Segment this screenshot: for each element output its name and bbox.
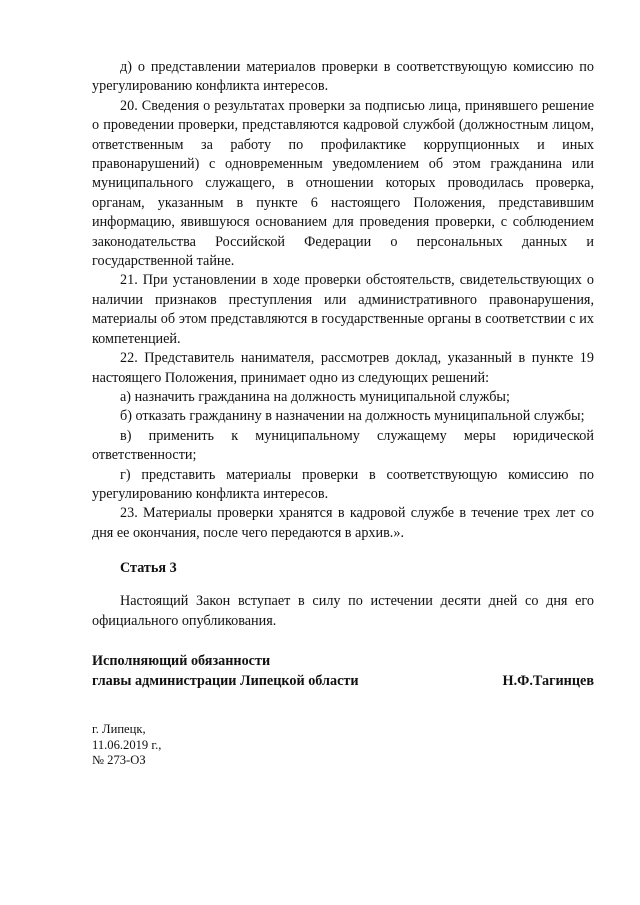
document-footer	[92, 722, 161, 769]
signatory-title-line-1: Исполняющий обязанности	[92, 653, 271, 669]
signatory-title-line-2: главы администрации Липецкой области	[92, 672, 359, 689]
article-3-heading: Статья 3	[120, 560, 177, 577]
law-text-body	[92, 58, 594, 631]
paragraph-22-item-a: а) назначить гражданина на должность муниципальной службы;	[120, 388, 510, 405]
signature-block	[92, 652, 594, 691]
paragraph-23: 23. Материалы проверки хранятся в кадровой службе в течение трех лет со дня ее окончания, после чего передаются в архив.».	[92, 505, 594, 541]
paragraph-item-d: д) о представлении материалов проверки в соответствующую комиссию по урегулированию конфликта интересов.	[92, 59, 594, 95]
paragraph-22-item-v: в) применить к муниципальному служащему меры юридической ответственности;	[92, 427, 594, 464]
article-3-text: Настоящий Закон вступает в силу по истечении десяти дней со дня его официального опубликования.	[92, 593, 594, 629]
paragraph-21: 21. При установлении в ходе проверки обстоятельств, свидетельствующих о наличии признаков преступления или административного правонарушения, материалы об этом представляются в государственные органы в соответствии с их компетенцией.	[92, 272, 594, 347]
footer-law-number: № 273-ОЗ	[92, 753, 146, 767]
paragraph-22-item-b: б) отказать гражданину в назначении на должность муниципальной службы;	[120, 408, 585, 425]
footer-city: г. Липецк,	[92, 722, 146, 736]
footer-date: 11.06.2019 г.,	[92, 737, 162, 752]
paragraph-20: 20. Сведения о результатах проверки за подписью лица, принявшего решение о проведении проверки, представляются кадровой службой (должностным лицом, ответственным за работу по профилактике коррупционных и иных правонарушений) с одновременным уведомлением об этом гражданина или муниципального служащего, в отношении которых проводилась проверка, органам, указанным в пункте 6 настоящего Положения, представившим информацию, явившуюся основанием для проведения проверки, с соблюдением законодательства Российской Федерации о персональных данных и государственной тайне.	[92, 97, 594, 270]
signatory-name: Н.Ф.Тагинцев	[502, 672, 594, 689]
paragraph-22: 22. Представитель нанимателя, рассмотрев доклад, указанный в пункте 19 настоящего Положения, принимает одно из следующих решений:	[92, 350, 594, 386]
paragraph-22-item-g: г) представить материалы проверки в соответствующую комиссию по урегулированию конфликта интересов.	[92, 466, 594, 502]
